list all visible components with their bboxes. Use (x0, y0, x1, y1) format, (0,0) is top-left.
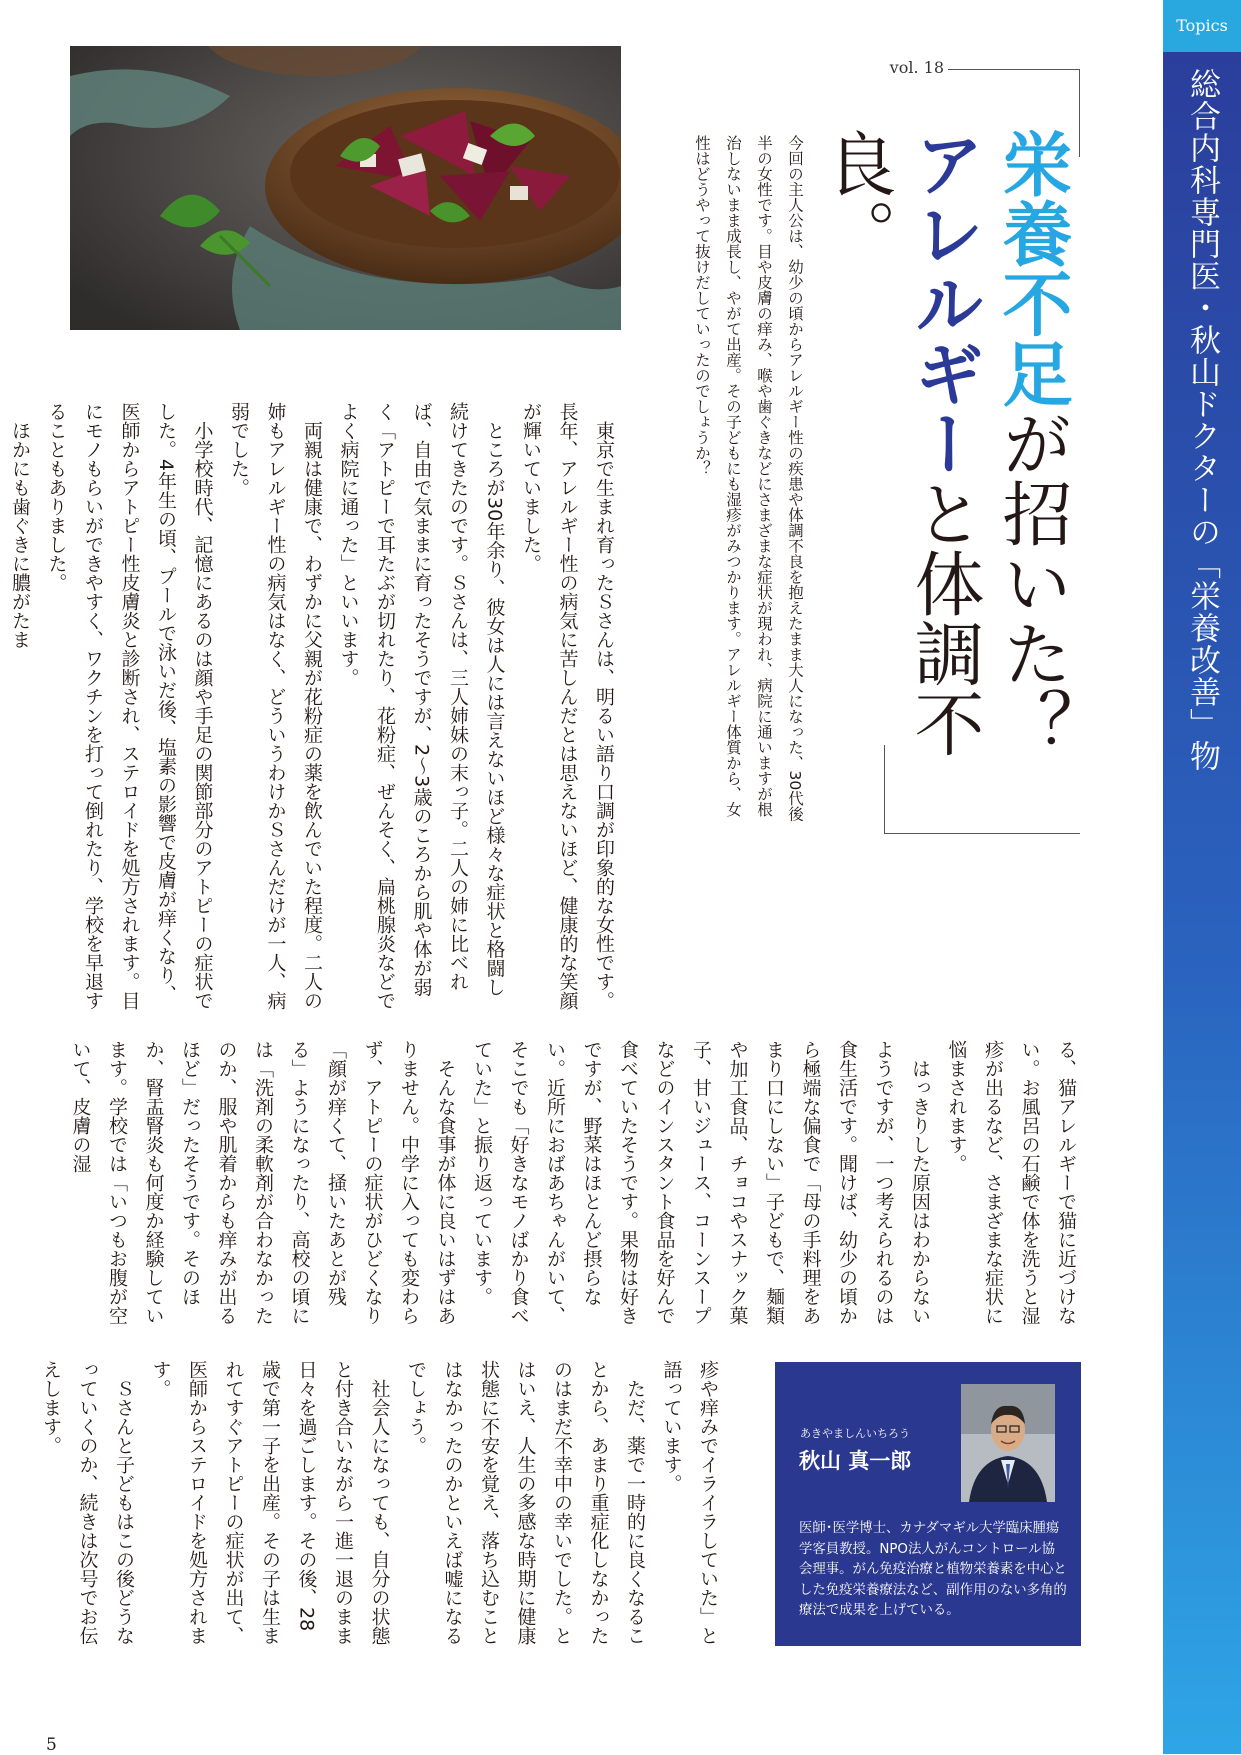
lead-text: 今回の主人公は、幼少の頃からアレルギー性の疾患や体調不良を抱えたまま大人になった、30代後半の女性です。目や皮膚の痒み、喉や歯ぐきなどにさまざまな症状が現われ、病院に通いますが根治しないまま成長し、やがて出産。その子どもにも湿疹がみつかります。アレルギー体質から、女性はどうやって抜けだしていったのでしょうか？ (693, 135, 804, 822)
paragraph: 小学校時代、記憶にあるのは顔や手足の関節部分のアトピーの症状でした。4年生の頃、プールで泳いだ後、塩素の影響で皮膚が痒くなり、医師からアトピー性皮膚炎と診断され、ステロイドを処方されます。目にモノもらいができやすく、ワクチンを打って倒れたり、学校を早退することもありました。 (45, 402, 214, 1010)
paragraph: 社会人になっても、自分の状態と付き合いながら一進一退のまま日々を過ごします。その後、28歳で第一子を出産。その子は生まれてすぐアトピーの症状が出て、医師からステロイドを処方されます。 (149, 1360, 391, 1645)
title-frame-top (948, 69, 1080, 70)
title-highlight-nutrition: 栄養不足 (991, 128, 1074, 408)
paragraph: ただ、薬で一時的に良くなることから、あまり重症化しなかったのはまだ不幸中の幸いでした。とはいえ、人生の多感な時期に健康状態に不安を覚え、落ち込むことはなかったのかといえば嘘になるでしょう。 (405, 1360, 646, 1645)
paragraph: ところが30年余り、彼女は人には言えないほど様々な症状と格闘し続けてきたのです。Ｓさんは、三人姉妹の末っ子。二人の姉に比べれば、自由で気ままに育ったそうですが、2～3歳のころから肌や体が弱く「アトピーで耳たぶが切れたり、花粉症、ぜんそく、扁桃腺炎などでよく病院に通った」といいます。 (337, 402, 506, 1010)
author-name: 秋山 真一郎 (799, 1449, 912, 1473)
author-portrait-illustration (961, 1384, 1055, 1502)
article-column-2 (66, 1040, 1084, 1330)
title-frame-right (1079, 69, 1080, 157)
article-column-1 (9, 402, 622, 1012)
paragraph: ほかにも歯ぐきに膿がたま (9, 421, 31, 649)
paragraph: 東京で生まれ育ったＳさんは、明るい語り口調が印象的な女性です。長年、アレルギー性の病気に苦しんだとは思えないほど、健康的な笑顔が輝いていました。 (520, 402, 615, 1010)
paragraph: 疹や痒みでイライラしていた」と語っています。 (660, 1360, 719, 1645)
paragraph: る、猫アレルギーで猫に近づけない。お風呂の石鹸で体を洗うと湿疹が出るなど、さまざまな症状に悩まされます。 (945, 1040, 1077, 1325)
title-end: と体調不良。 (815, 128, 985, 758)
author-photo (961, 1384, 1055, 1502)
paragraph: Ｓさんと子どもはこの後どうなっていくのか、続きは次号でお伝えします。 (40, 1360, 135, 1645)
series-title: 総合内科専門医・秋山ドクターの「栄養改善」物語 (1120, 68, 1220, 772)
author-name-kana: あきやましんいちろう (800, 1427, 910, 1440)
paragraph: そんな食事が体に良いはずはありません。中学に入っても変わらず、アトピーの症状がひどくなり「顔が痒くて、掻いたあとが残る」ようになったり、高校の頃には「洗剤の柔軟剤が合わなかったのか、服や肌着からも痒みが出るほど」だったそうです。そのほか、腎盂腎炎も何度か経験しています。学校では「いつもお腹が空いて、皮膚の湿 (69, 1040, 457, 1325)
title-middle: が招いた？ (991, 408, 1073, 758)
author-profile-box (775, 1362, 1081, 1646)
article-title (815, 128, 1076, 784)
page-number: 5 (46, 1735, 57, 1755)
paragraph: 両親は健康で、わずかに父親が花粉症の薬を飲んでいた程度。二人の姉もアレルギー性の病気はなく、どういうわけかＳさんだけが一人、病弱でした。 (228, 402, 323, 1010)
author-bio: 医師･医学博士、カナダマギル大学臨床腫瘍学客員教授。NPO法人がんコントロール協会理事。がん免疫治療と植物栄養素を中心とした免疫栄養療法など、副作用のない多角的療法で成果を上げている。 (799, 1521, 1067, 1618)
beet-salad-photo (70, 46, 621, 330)
volume-label: vol. 18 (889, 58, 944, 77)
topics-tab: Topics (1163, 0, 1241, 52)
beet-salad-illustration (70, 46, 621, 330)
title-frame-left (884, 745, 885, 833)
title-frame-bottom (884, 833, 1080, 834)
title-highlight-allergy: アレルギー (903, 128, 986, 478)
paragraph: はっきりした原因はわからないようですが、一つ考えられるのは食生活です。聞けば、幼少の頃から極端な偏食で「母の手料理をあまり口にしない」子どもで、麺類や加工食品、チョコやスナック菓子、甘いジュース、コーンスープなどのインスタント食品を好んで食べていたそうです。果物は好きですが、野菜はほとんど摂らない。近所におばあちゃんがいて、そこでも「好きなモノばかり食べていた」と振り返っています。 (471, 1040, 931, 1325)
article-column-3 (40, 1360, 726, 1650)
